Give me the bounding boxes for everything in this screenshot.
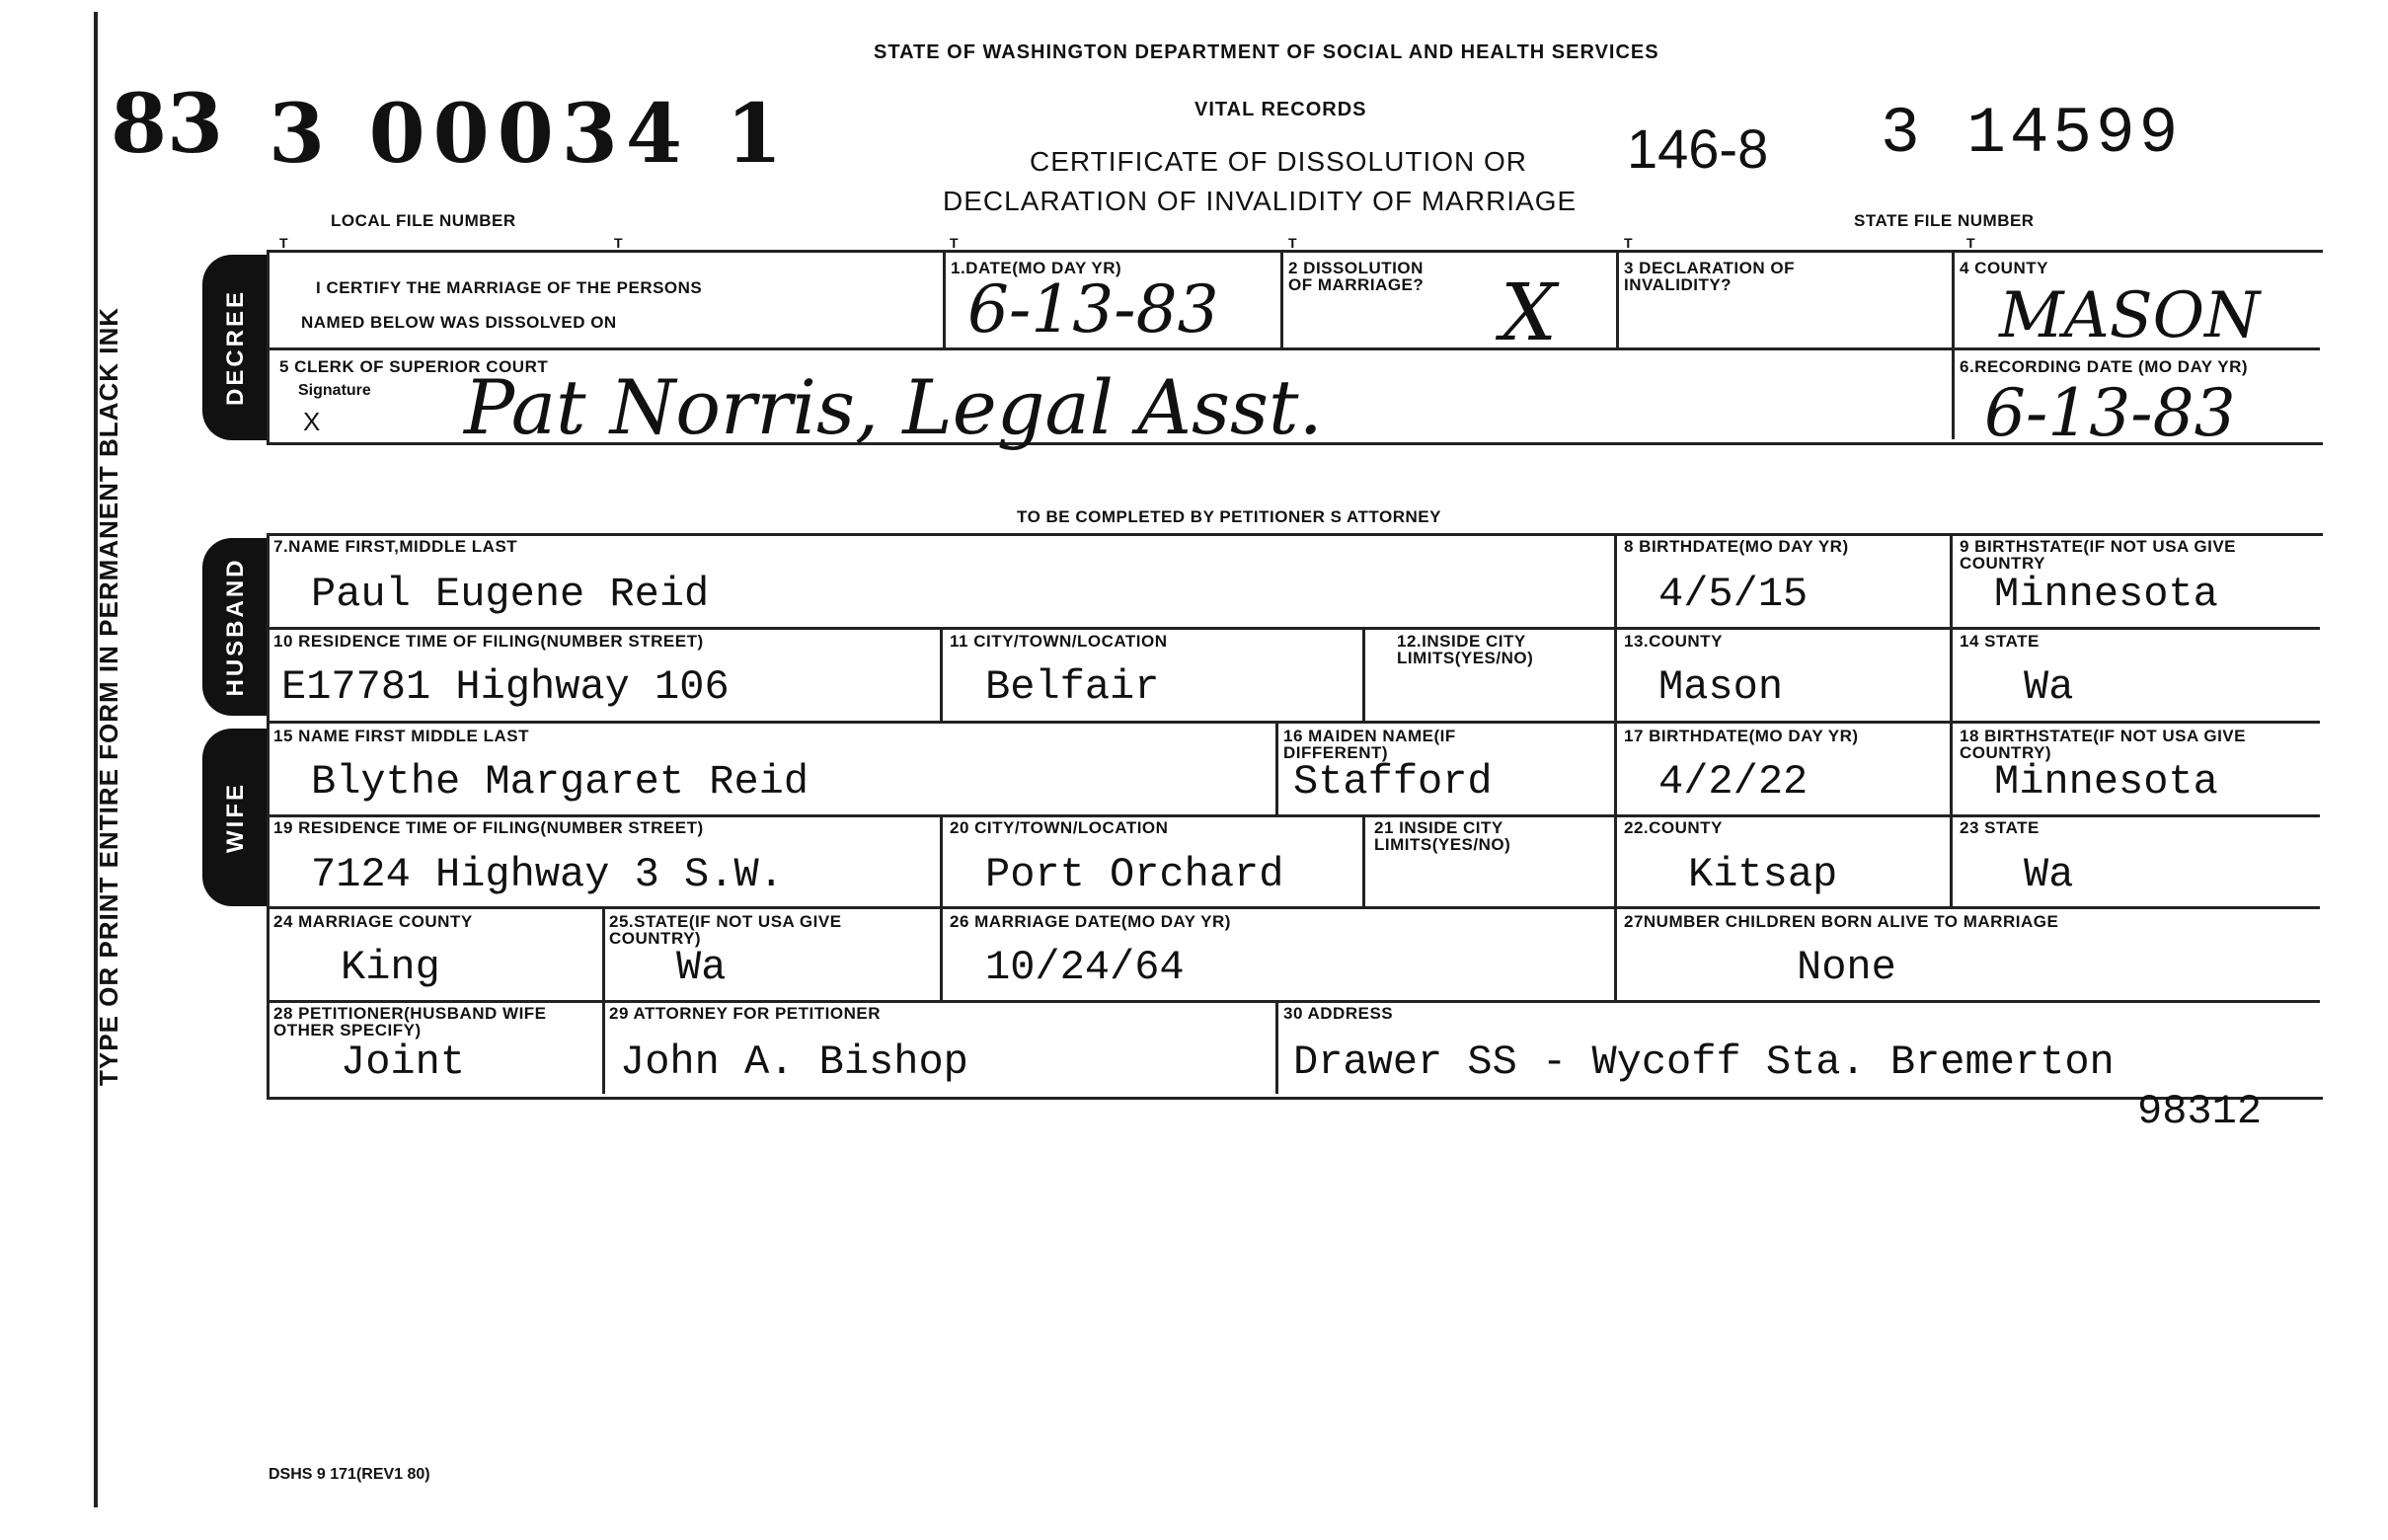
tick-mark: T [950, 235, 959, 251]
tick-mark: T [614, 235, 623, 251]
husband-city-label: 11 CITY/TOWN/LOCATION [950, 632, 1168, 651]
signature-label: Signature [298, 382, 371, 399]
local-file-prefix: 83 [111, 77, 224, 172]
wife-tab: WIFE [202, 729, 270, 906]
attorney-label: 29 ATTORNEY FOR PETITIONER [609, 1004, 881, 1023]
certify-text-2: NAMED BELOW WAS DISSOLVED ON [301, 313, 617, 332]
wife-birthstate: Minnesota [1994, 758, 2218, 806]
dissolution-label: 2 DISSOLUTION OF MARRIAGE? [1288, 259, 1425, 294]
wife-state: Wa [2024, 851, 2074, 898]
side-instruction: TYPE OR PRINT ENTIRE FORM IN PERMANENT BLACK INK [94, 306, 123, 1086]
dissolution-value: X [1501, 267, 1557, 358]
decree-county-value: MASON [1999, 279, 2261, 352]
wife-name: Blythe Margaret Reid [311, 758, 809, 806]
wife-county-label: 22.COUNTY [1624, 818, 1723, 837]
children-value: None [1797, 944, 1896, 991]
state-file-label: STATE FILE NUMBER [1854, 211, 2035, 230]
local-file-label: LOCAL FILE NUMBER [331, 211, 516, 230]
vital-records-label: VITAL RECORDS [1194, 99, 1367, 120]
wife-birthdate-label: 17 BIRTHDATE(MO DAY YR) [1624, 727, 1859, 745]
certificate-title-line2: DECLARATION OF INVALIDITY OF MARRIAGE [943, 186, 1578, 216]
wife-maiden-label: 16 MAIDEN NAME(IF DIFFERENT) [1283, 727, 1456, 762]
address-zip: 98312 [2137, 1088, 2263, 1135]
husband-inside-city-label: 12.INSIDE CITY LIMITS(YES/NO) [1397, 632, 1534, 667]
husband-birthdate-label: 8 BIRTHDATE(MO DAY YR) [1624, 537, 1849, 556]
husband-county-label: 13.COUNTY [1624, 632, 1723, 651]
state-file-prefix: 146-8 [1627, 117, 1769, 180]
clerk-label: 5 CLERK OF SUPERIOR COURT [279, 357, 549, 376]
wife-maiden-name: Stafford [1293, 758, 1493, 806]
local-file-number: 3 00034 1 [269, 87, 791, 182]
petitioner-value: Joint [341, 1039, 466, 1086]
certify-text-1: I CERTIFY THE MARRIAGE OF THE PERSONS [316, 278, 703, 297]
invalidity-label: 3 DECLARATION OF INVALIDITY? [1624, 259, 1795, 294]
marriage-county-label: 24 MARRIAGE COUNTY [273, 912, 473, 931]
husband-state: Wa [2024, 663, 2074, 711]
marriage-date-label: 26 MARRIAGE DATE(MO DAY YR) [950, 912, 1231, 931]
husband-state-label: 14 STATE [1960, 632, 2040, 651]
marriage-state: Wa [676, 944, 727, 991]
wife-birthdate: 4/2/22 [1658, 758, 1809, 806]
wife-name-label: 15 NAME FIRST MIDDLE LAST [273, 727, 530, 745]
tick-mark: T [1288, 235, 1297, 251]
signature-x: X [303, 407, 321, 436]
husband-name: Paul Eugene Reid [311, 571, 710, 618]
husband-city: Belfair [985, 663, 1160, 711]
clerk-signature: Pat Norris, Legal Asst. [464, 363, 1323, 451]
address-value: Drawer SS - Wycoff Sta. Bremerton [1293, 1039, 2115, 1086]
husband-birthstate-label: 9 BIRTHSTATE(IF NOT USA GIVE COUNTRY [1960, 537, 2237, 573]
children-label: 27NUMBER CHILDREN BORN ALIVE TO MARRIAGE [1624, 912, 2059, 931]
decree-county-label: 4 COUNTY [1960, 259, 2048, 277]
wife-residence-label: 19 RESIDENCE TIME OF FILING(NUMBER STREET) [273, 818, 704, 837]
husband-name-label: 7.NAME FIRST,MIDDLE LAST [273, 537, 518, 556]
husband-tab: HUSBAND [202, 538, 270, 716]
marriage-state-label: 25.STATE(IF NOT USA GIVE COUNTRY) [609, 912, 842, 948]
wife-city-label: 20 CITY/TOWN/LOCATION [950, 818, 1169, 837]
agency-header: STATE OF WASHINGTON DEPARTMENT OF SOCIAL AND HEALTH SERVICES [874, 41, 1659, 63]
attorney-note: TO BE COMPLETED BY PETITIONER S ATTORNEY [1017, 507, 1441, 526]
tick-mark: T [1966, 235, 1975, 251]
husband-birthstate: Minnesota [1994, 571, 2218, 618]
husband-birthdate: 4/5/15 [1658, 571, 1809, 618]
form-id: DSHS 9 171(REV1 80) [269, 1466, 430, 1483]
state-file-number: 3 14599 [1881, 97, 2183, 171]
tick-mark: T [1624, 235, 1633, 251]
decree-date-label: 1.DATE(MO DAY YR) [951, 259, 1122, 277]
decree-tab: DECREE [202, 255, 270, 440]
wife-residence: 7124 Highway 3 S.W. [311, 851, 784, 898]
petitioner-label: 28 PETITIONER(HUSBAND WIFE OTHER SPECIFY) [273, 1004, 547, 1040]
wife-city: Port Orchard [985, 851, 1284, 898]
husband-residence-label: 10 RESIDENCE TIME OF FILING(NUMBER STREET) [273, 632, 704, 651]
marriage-county: King [341, 944, 440, 991]
husband-county: Mason [1658, 663, 1784, 711]
wife-state-label: 23 STATE [1960, 818, 2040, 837]
certificate-title-line1: CERTIFICATE OF DISSOLUTION OR [1030, 146, 1528, 177]
recording-date-label: 6.RECORDING DATE (MO DAY YR) [1960, 357, 2249, 376]
marriage-date: 10/24/64 [985, 944, 1185, 991]
decree-date-value: 6-13-83 [967, 271, 1219, 347]
wife-inside-city-label: 21 INSIDE CITY LIMITS(YES/NO) [1374, 818, 1511, 854]
attorney-value: John A. Bishop [620, 1039, 968, 1086]
wife-county: Kitsap [1688, 851, 1838, 898]
tick-mark: T [279, 235, 288, 251]
address-label: 30 ADDRESS [1283, 1004, 1394, 1023]
wife-birthstate-label: 18 BIRTHSTATE(IF NOT USA GIVE COUNTRY) [1960, 727, 2246, 762]
recording-date-value: 6-13-83 [1984, 375, 2236, 451]
husband-residence: E17781 Highway 106 [281, 663, 730, 711]
